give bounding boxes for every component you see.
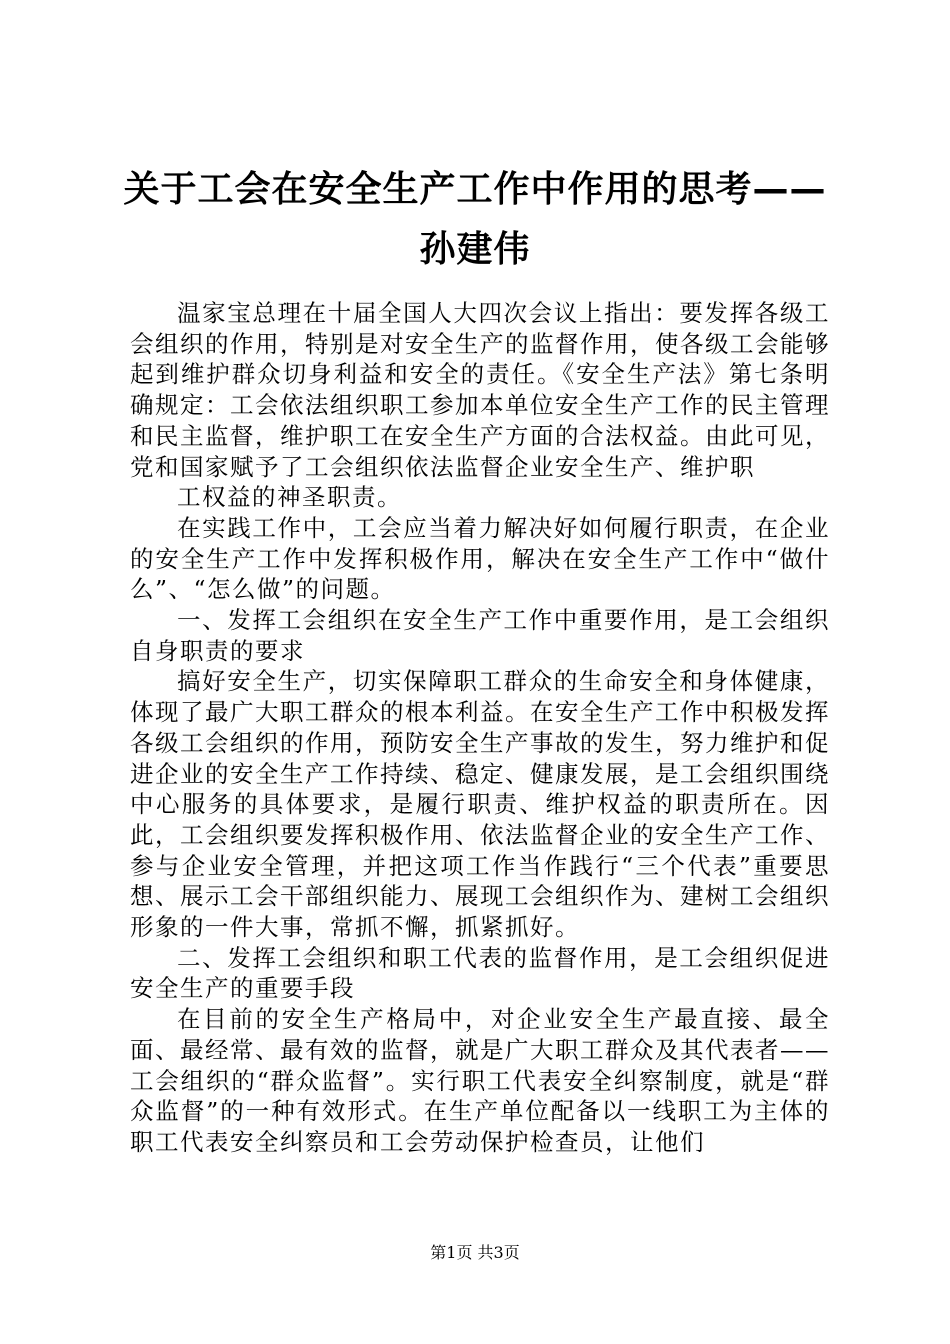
body-paragraph: 在实践工作中，工会应当着力解决好如何履行职责，在企业的安全生产工作中发挥积极作用，解决在安全生产工作中“做什么”、“怎么做”的问题。 [130, 513, 830, 604]
body-paragraph: 工权益的神圣职责。 [177, 483, 402, 512]
page-number-footer: 第1页 共3页 [430, 1243, 520, 1262]
section-heading: 一、发挥工会组织在安全生产工作中重要作用，是工会组织自身职责的要求 [130, 606, 830, 665]
body-paragraph: 搞好安全生产，切实保障职工群众的生命安全和身体健康，体现了最广大职工群众的根本利益。在安全生产工作中积极发挥各级工会组织的作用，预防安全生产事故的发生，努力维护和促进企业的安全生产工作持续、稳定、健康发展，是工会组织围绕中心服务的具体要求，是履行职责、维护权益的职责所在。因此，工会组织要发挥积极作用、依法监督企业的安全生产工作、参与企业安全管理，并把这项工作当作践行“三个代表”重要思想、展示工会干部组织能力、展现工会组织作为、建树工会组织形象的一件大事，常抓不懈，抓紧抓好。 [130, 667, 830, 942]
body-paragraph: 在目前的安全生产格局中，对企业安全生产最直接、最全面、最经常、最有效的监督，就是广大职工群众及其代表者——工会组织的“群众监督”。实行职工代表安全纠察制度，就是“群众监督”的一种有效形式。在生产单位配备以一线职工为主体的职工代表安全纠察员和工会劳动保护检查员，让他们 [130, 1005, 830, 1156]
body-paragraph: 温家宝总理在十届全国人大四次会议上指出：要发挥各级工会组织的作用，特别是对安全生产的监督作用，使各级工会能够起到维护群众切身利益和安全的责任。《安全生产法》第七条明确规定：工会依法组织职工参加本单位安全生产工作的民主管理和民主监督，维护职工在安全生产方面的合法权益。由此可见，党和国家赋予了工会组织依法监督企业安全生产、维护职 [130, 299, 830, 481]
section-heading: 二、发挥工会组织和职工代表的监督作用，是工会组织促进安全生产的重要手段 [130, 943, 830, 1003]
document-title: 关于工会在安全生产工作中作用的思考——孙建伟 [123, 169, 827, 270]
document-body [130, 298, 830, 1158]
